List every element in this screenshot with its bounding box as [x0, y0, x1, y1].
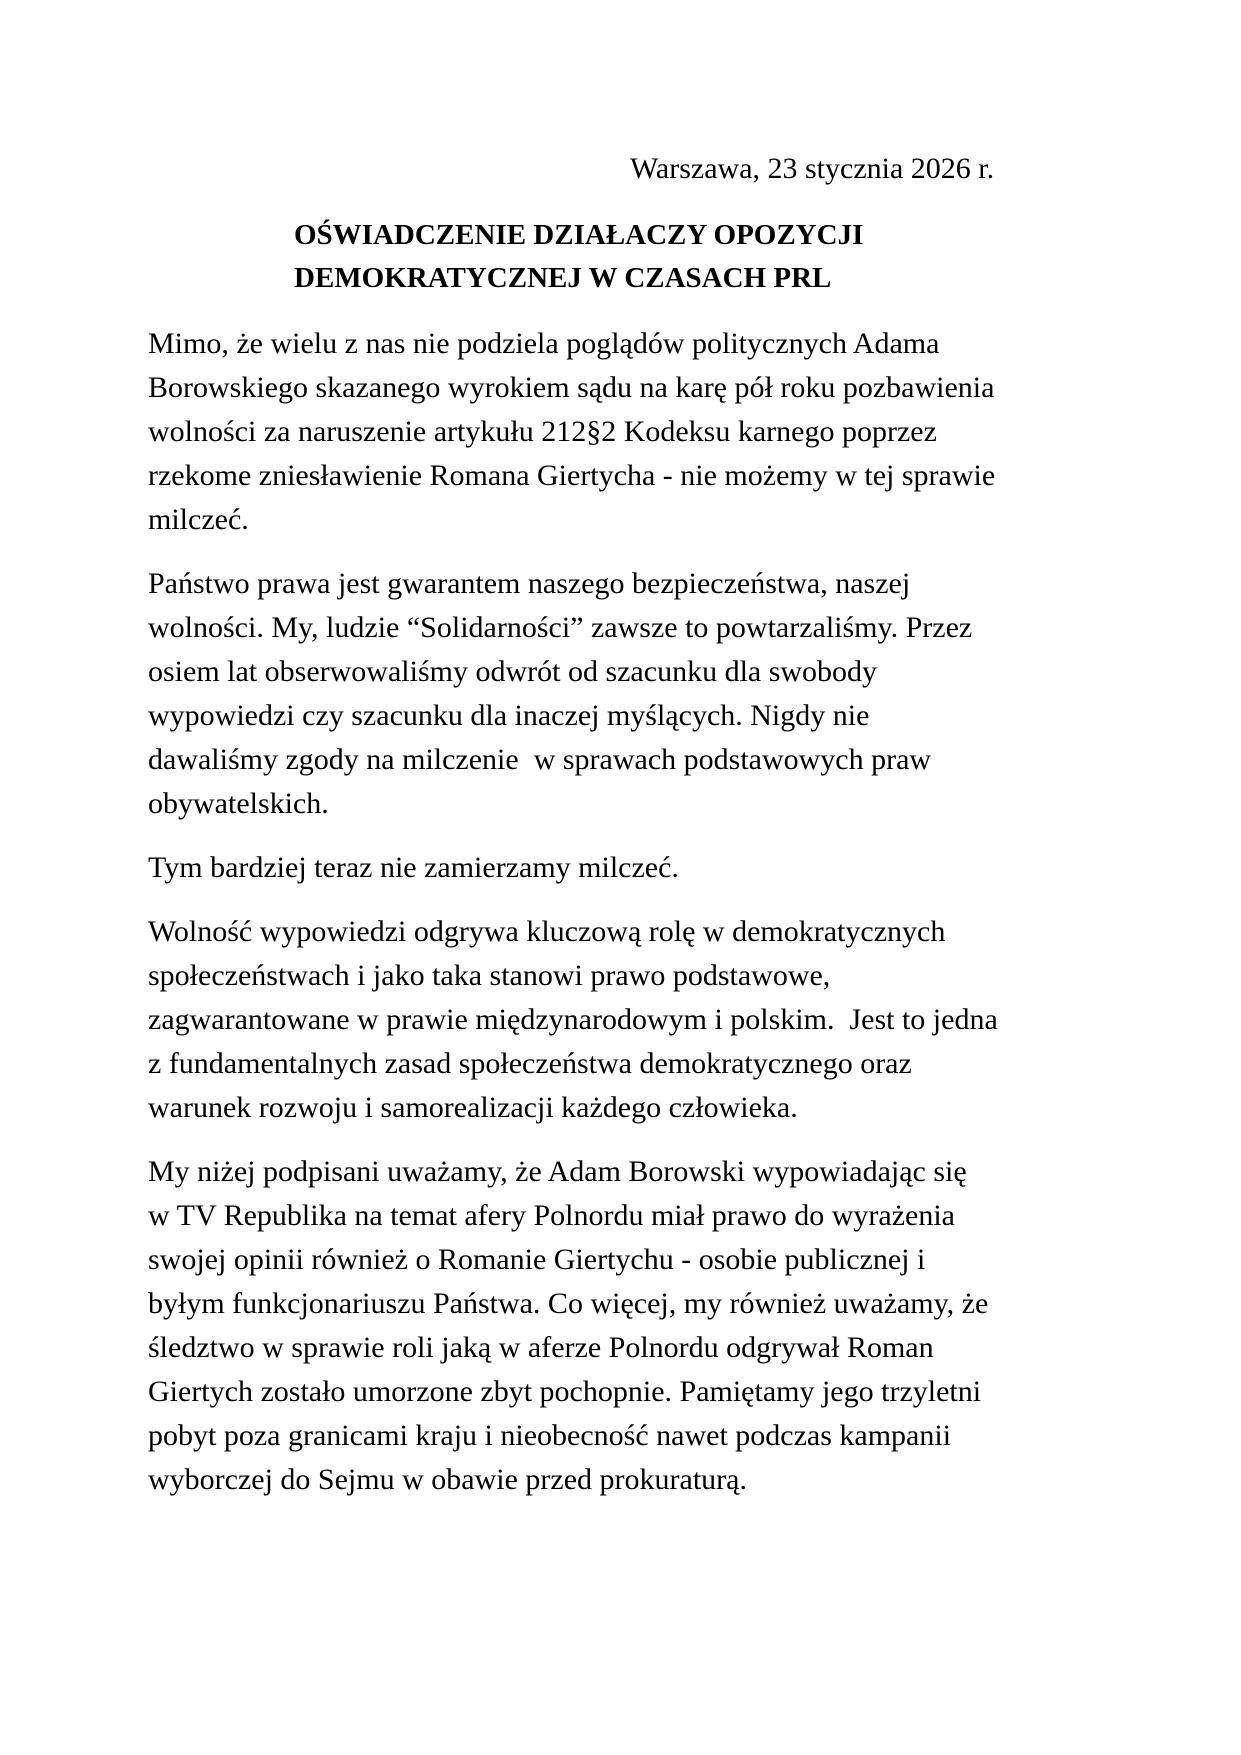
- date-line: Warszawa, 23 stycznia 2026 r.: [630, 152, 995, 185]
- text-line: Wolność wypowiedzi odgrywa kluczową rolę w demokratycznych: [148, 915, 946, 948]
- paragraph-4: [148, 910, 1148, 1130]
- document-body: [148, 322, 1148, 1522]
- text-line: warunek rozwoju i samorealizacji każdego człowieka.: [148, 1091, 798, 1124]
- text-line: milczeć.: [148, 503, 249, 536]
- text-line: My niżej podpisani uważamy, że Adam Borowski wypowiadając się: [148, 1155, 967, 1188]
- text-line: osiem lat obserwowaliśmy odwrót od szacunku dla swobody: [148, 655, 878, 688]
- text-line: zagwarantowane w prawie międzynarodowym i polskim. Jest to jedna: [148, 1003, 998, 1036]
- title-line: DEMOKRATYCZNEJ W CZASACH PRL: [294, 262, 832, 294]
- text-line: Mimo, że wielu z nas nie podziela poglądów politycznych Adama: [148, 327, 940, 360]
- text-line: Tym bardziej teraz nie zamierzamy milczeć.: [148, 851, 679, 884]
- title-line: OŚWIADCZENIE DZIAŁACZY OPOZYCJI: [294, 219, 864, 251]
- text-line: wypowiedzi czy szacunku dla inaczej myślących. Nigdy nie: [148, 699, 870, 732]
- text-line: wolności za naruszenie artykułu 212§2 Kodeksu karnego poprzez: [148, 415, 937, 448]
- text-line: śledztwo w sprawie roli jaką w aferze Polnordu odgrywał Roman: [148, 1331, 934, 1364]
- paragraph-5: [148, 1150, 1148, 1502]
- text-line: w TV Republika na temat afery Polnordu miał prawo do wyrażenia: [148, 1199, 955, 1232]
- text-line: obywatelskich.: [148, 787, 329, 820]
- text-line: byłym funkcjonariuszu Państwa. Co więcej, my również uważamy, że: [148, 1287, 989, 1320]
- text-line: rzekome zniesławienie Romana Giertycha - nie możemy w tej sprawie: [148, 459, 996, 492]
- document-title: [294, 214, 863, 300]
- text-line: swojej opinii również o Romanie Giertychu - osobie publicznej i: [148, 1243, 926, 1276]
- text-line: wyborczej do Sejmu w obawie przed prokuraturą.: [148, 1463, 747, 1496]
- text-line: wolności. My, ludzie “Solidarności” zawsze to powtarzaliśmy. Przez: [148, 611, 973, 644]
- text-line: Borowskiego skazanego wyrokiem sądu na karę pół roku pozbawienia: [148, 371, 995, 404]
- text-line: Państwo prawa jest gwarantem naszego bezpieczeństwa, naszej: [148, 567, 911, 600]
- text-line: pobyt poza granicami kraju i nieobecność nawet podczas kampanii: [148, 1419, 952, 1452]
- paragraph-1: [148, 322, 1148, 542]
- paragraph-3: [148, 846, 1148, 890]
- paragraph-2: [148, 562, 1148, 826]
- text-line: Giertych zostało umorzone zbyt pochopnie. Pamiętamy jego trzyletni: [148, 1375, 982, 1408]
- text-line: społeczeństwach i jako taka stanowi prawo podstawowe,: [148, 959, 831, 992]
- text-line: dawaliśmy zgody na milczenie w sprawach podstawowych praw: [148, 743, 932, 776]
- text-line: z fundamentalnych zasad społeczeństwa demokratycznego oraz: [148, 1047, 912, 1080]
